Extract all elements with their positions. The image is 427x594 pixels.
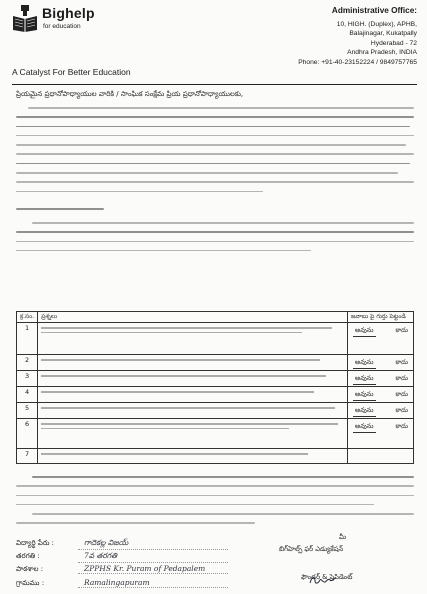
answer-no[interactable]: కాదు <box>395 390 408 398</box>
text-line <box>16 135 414 137</box>
text-line <box>16 116 414 118</box>
sign-yours: మీ <box>339 533 347 541</box>
table-header-row <box>17 312 414 323</box>
row-number: 7 <box>17 449 38 464</box>
letter-body <box>16 90 414 200</box>
text-line <box>32 222 414 224</box>
answer-no[interactable]: కాదు <box>395 326 408 334</box>
col-header-answer: జవాబు పై గుర్తు పెట్టండి <box>348 312 414 323</box>
school-value[interactable]: ZPPHS Kr. Puram of Pedapalem <box>78 564 228 574</box>
sign-role: ఫౌండర్ & ప్రెసిడెంట్ <box>301 573 353 581</box>
header-divider <box>12 84 417 85</box>
student-name-field[interactable] <box>16 538 228 550</box>
class-value[interactable]: 7వ తరగతి <box>78 551 228 563</box>
text-line <box>16 522 255 524</box>
village-value[interactable]: Ramalingapuram <box>78 578 228 588</box>
answer-yes[interactable]: అవును <box>353 326 376 337</box>
row-number: 3 <box>17 371 38 387</box>
text-line <box>16 241 414 243</box>
instructions-body <box>16 222 414 259</box>
answer-cell[interactable] <box>348 449 414 464</box>
answer-cell[interactable] <box>348 355 414 371</box>
text-line <box>28 107 414 109</box>
answer-no[interactable]: కాదు <box>395 406 408 414</box>
text-line <box>16 191 263 193</box>
row-number: 1 <box>17 323 38 355</box>
office-address <box>298 6 417 68</box>
salutation: ప్రియమైన ప్రధానోపాధ్యాయుల వారికి / సాంఘిక సంక్షేమ ప్రియ ప్రధానోపాధ్యాయులకు, <box>16 90 244 98</box>
school-label: పాఠశాల : <box>16 565 44 573</box>
handwritten-signature-icon <box>308 574 338 586</box>
student-name-value[interactable]: గాదెకల్ల విజయ్ <box>78 538 228 550</box>
office-line: Andhra Pradesh, INDIA <box>347 49 417 57</box>
text-line <box>16 172 398 174</box>
class-field[interactable] <box>16 551 228 563</box>
instructions-heading <box>16 208 414 217</box>
question-text <box>38 387 348 403</box>
table-row <box>17 355 414 371</box>
text-line <box>16 485 414 487</box>
text-line <box>16 153 414 155</box>
answer-cell[interactable] <box>348 323 414 355</box>
answer-yes[interactable]: అవును <box>353 422 376 433</box>
tagline: A Catalyst For Better Education <box>12 67 131 77</box>
table-row <box>17 323 414 355</box>
student-name-label: విద్యార్థి పేరు : <box>16 539 54 547</box>
row-number: 6 <box>17 419 38 449</box>
question-text <box>38 403 348 419</box>
text-line <box>32 513 414 515</box>
col-header-sno: క్ర.సం. <box>17 312 38 323</box>
book-logo-icon <box>12 4 38 32</box>
question-text <box>38 419 348 449</box>
eligibility-table <box>16 311 414 464</box>
text-line <box>16 208 104 210</box>
office-phone: Phone: +91-40-23152224 / 9849757765 <box>298 58 417 66</box>
text-line <box>32 476 414 478</box>
table-row <box>17 387 414 403</box>
office-line: Balajinagar, Kukatpally <box>349 30 417 38</box>
office-line: 10, HIGH. (Duplex), APHB, <box>336 20 417 28</box>
row-number: 2 <box>17 355 38 371</box>
answer-yes[interactable]: అవును <box>353 358 376 369</box>
question-text <box>38 323 348 355</box>
question-text <box>38 449 348 464</box>
answer-no[interactable]: కాదు <box>395 374 408 382</box>
class-label: తరగతి : <box>16 552 40 560</box>
brand-name: Bighelp <box>42 5 95 21</box>
row-number: 4 <box>17 387 38 403</box>
signature-block <box>279 533 409 583</box>
answer-cell[interactable] <box>348 387 414 403</box>
answer-cell[interactable] <box>348 403 414 419</box>
answer-yes[interactable]: అవును <box>353 406 376 417</box>
answer-no[interactable]: కాదు <box>395 422 408 430</box>
text-line <box>16 163 410 165</box>
text-line <box>16 126 410 128</box>
text-line <box>16 250 311 252</box>
col-header-question: ప్రశ్నలు <box>38 312 348 323</box>
table-row <box>17 371 414 387</box>
answer-cell[interactable] <box>348 419 414 449</box>
sign-org: బిగ్‌హెల్ప్ ఫర్ ఎడ్యుకేషన్ <box>279 545 344 553</box>
letterhead <box>12 4 417 82</box>
text-line <box>16 144 406 146</box>
question-text <box>38 371 348 387</box>
text-line <box>16 504 374 506</box>
text-line <box>16 231 414 233</box>
row-number: 5 <box>17 403 38 419</box>
text-line <box>16 181 414 183</box>
table-row <box>17 403 414 419</box>
answer-yes[interactable]: అవును <box>353 390 376 401</box>
table-row <box>17 419 414 449</box>
answer-yes[interactable]: అవును <box>353 374 376 385</box>
text-line <box>16 495 414 497</box>
office-title: Administrative Office: <box>331 6 417 15</box>
answer-no[interactable]: కాదు <box>395 358 408 366</box>
village-field[interactable] <box>16 578 228 589</box>
office-line: Hyderabad - 72 <box>370 39 417 47</box>
closing-paragraph <box>16 476 414 532</box>
brand-subtitle: for education <box>43 23 81 30</box>
answer-cell[interactable] <box>348 371 414 387</box>
table-row <box>17 449 414 464</box>
school-field[interactable] <box>16 564 228 575</box>
village-label: గ్రామము : <box>16 579 45 587</box>
question-text <box>38 355 348 371</box>
